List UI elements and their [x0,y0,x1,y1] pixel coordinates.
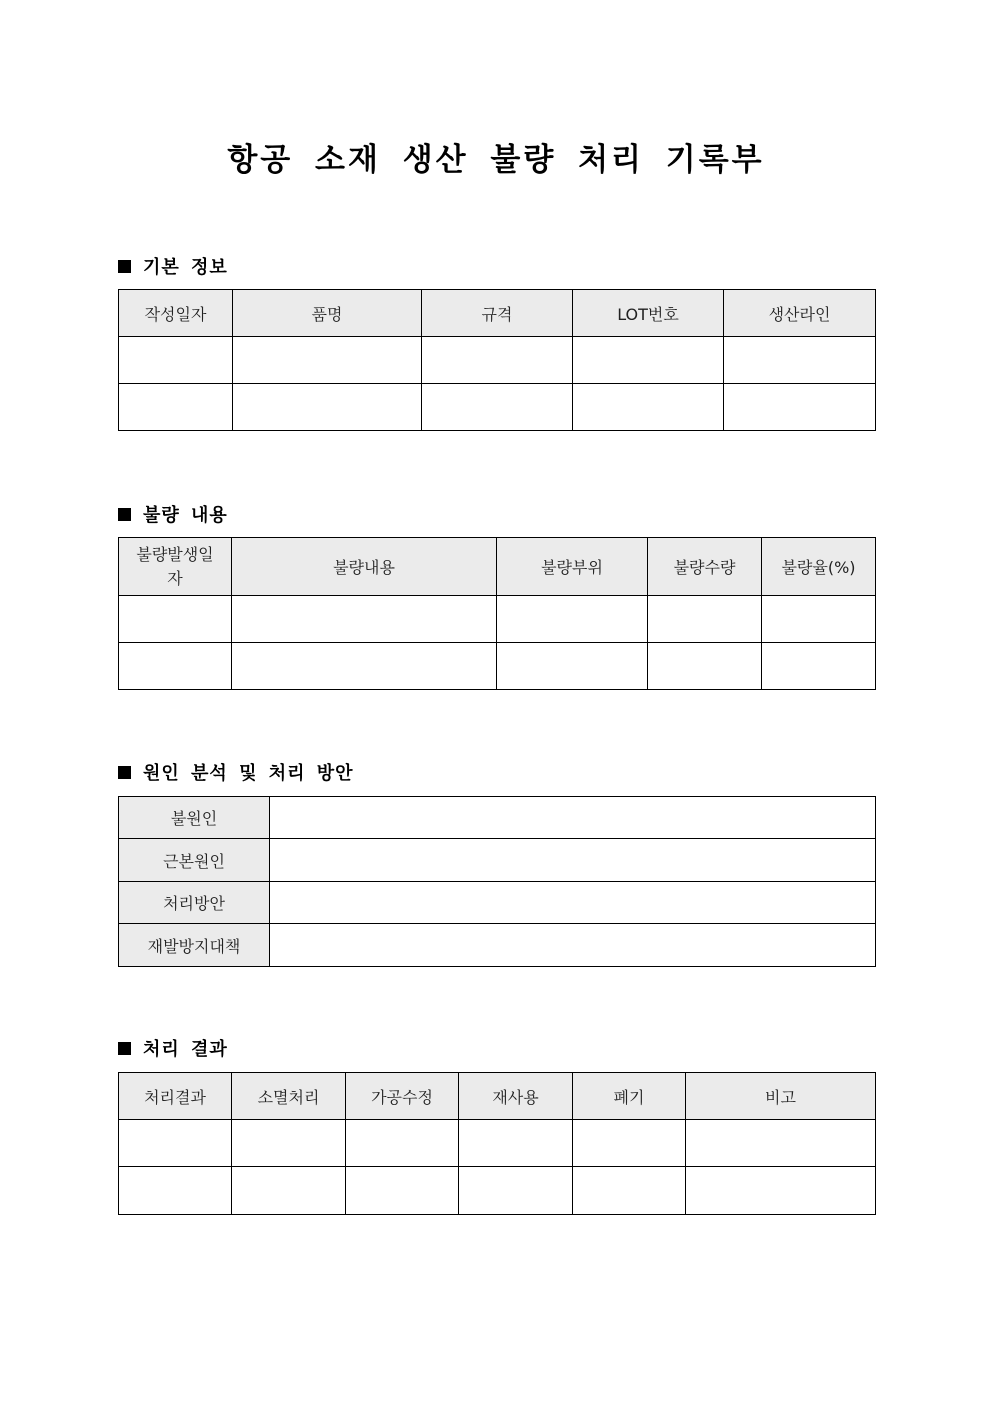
column-header-date: 작성일자 [119,290,233,337]
table-row [119,643,876,690]
row-header-cause: 불원인 [119,797,270,839]
table-row [119,337,876,384]
table-cell[interactable] [119,337,233,384]
square-bullet-icon [118,260,131,273]
table-cell[interactable] [232,1120,346,1167]
section-heading-basic [118,253,228,279]
column-header-production-line: 생산라인 [724,290,876,337]
table-row [119,596,876,643]
document-title: 항공 소재 생산 불량 처리 기록부 [227,142,765,178]
column-header-defect-content: 불량내용 [232,538,497,596]
table-row [119,1120,876,1167]
table-cell[interactable] [573,1120,686,1167]
table-cell[interactable] [422,337,573,384]
table-cell[interactable] [459,1167,573,1215]
table-header-row [119,538,876,596]
table-cell[interactable] [497,596,648,643]
table-cell[interactable] [459,1120,573,1167]
section-heading-result [118,1035,228,1061]
table-row [119,1167,876,1215]
table-row [119,839,876,882]
result-table [118,1072,876,1215]
defect-table [118,537,876,690]
table-cell[interactable] [119,643,232,690]
table-cell[interactable] [233,384,422,431]
table-cell[interactable] [232,1167,346,1215]
column-header-defect-rate: 불량율(%) [762,538,876,596]
square-bullet-icon [118,508,131,521]
table-cell[interactable] [270,797,876,839]
table-cell[interactable] [119,596,232,643]
table-cell[interactable] [573,384,724,431]
table-row [119,924,876,967]
section-heading-text: 원인 분석 및 처리 방안 [143,763,354,784]
table-row [119,384,876,431]
table-cell[interactable] [573,1167,686,1215]
column-header-defect-quantity: 불량수량 [648,538,762,596]
column-header-destroy: 소멸처리 [232,1073,346,1120]
column-header-reuse: 재사용 [459,1073,573,1120]
column-header-spec: 규격 [422,290,573,337]
table-cell[interactable] [232,596,497,643]
table-cell[interactable] [232,643,497,690]
table-cell[interactable] [686,1120,876,1167]
section-heading-text: 처리 결과 [143,1039,228,1060]
table-cell[interactable] [119,384,233,431]
table-cell[interactable] [270,839,876,882]
section-heading-defect [118,501,228,527]
table-row [119,882,876,924]
table-cell[interactable] [422,384,573,431]
cause-analysis-table [118,796,876,967]
table-cell[interactable] [648,596,762,643]
table-cell[interactable] [724,337,876,384]
column-header-result: 처리결과 [119,1073,232,1120]
table-row [119,797,876,839]
table-cell[interactable] [497,643,648,690]
row-header-treatment-plan: 처리방안 [119,882,270,924]
column-header-remarks: 비고 [686,1073,876,1120]
section-heading-cause [118,759,354,785]
table-cell[interactable] [119,1167,232,1215]
table-cell[interactable] [762,596,876,643]
table-cell[interactable] [648,643,762,690]
table-cell[interactable] [686,1167,876,1215]
square-bullet-icon [118,1042,131,1055]
table-cell[interactable] [233,337,422,384]
basic-info-table [118,289,876,431]
table-cell[interactable] [724,384,876,431]
column-header-lot-number: LOT번호 [573,290,724,337]
table-cell[interactable] [346,1167,459,1215]
column-header-scrap: 폐기 [573,1073,686,1120]
section-heading-text: 불량 내용 [143,505,228,526]
row-header-prevention: 재발방지대책 [119,924,270,967]
table-cell[interactable] [573,337,724,384]
column-header-rework: 가공수정 [346,1073,459,1120]
table-cell[interactable] [346,1120,459,1167]
table-cell[interactable] [270,882,876,924]
table-header-row [119,1073,876,1120]
column-header-product-name: 품명 [233,290,422,337]
section-heading-text: 기본 정보 [143,257,228,278]
table-header-row [119,290,876,337]
square-bullet-icon [118,766,131,779]
table-cell[interactable] [762,643,876,690]
column-header-defect-part: 불량부위 [497,538,648,596]
table-cell[interactable] [270,924,876,967]
table-cell[interactable] [119,1120,232,1167]
row-header-root-cause: 근본원인 [119,839,270,882]
column-header-defect-date: 불량발생일자 [119,538,232,596]
